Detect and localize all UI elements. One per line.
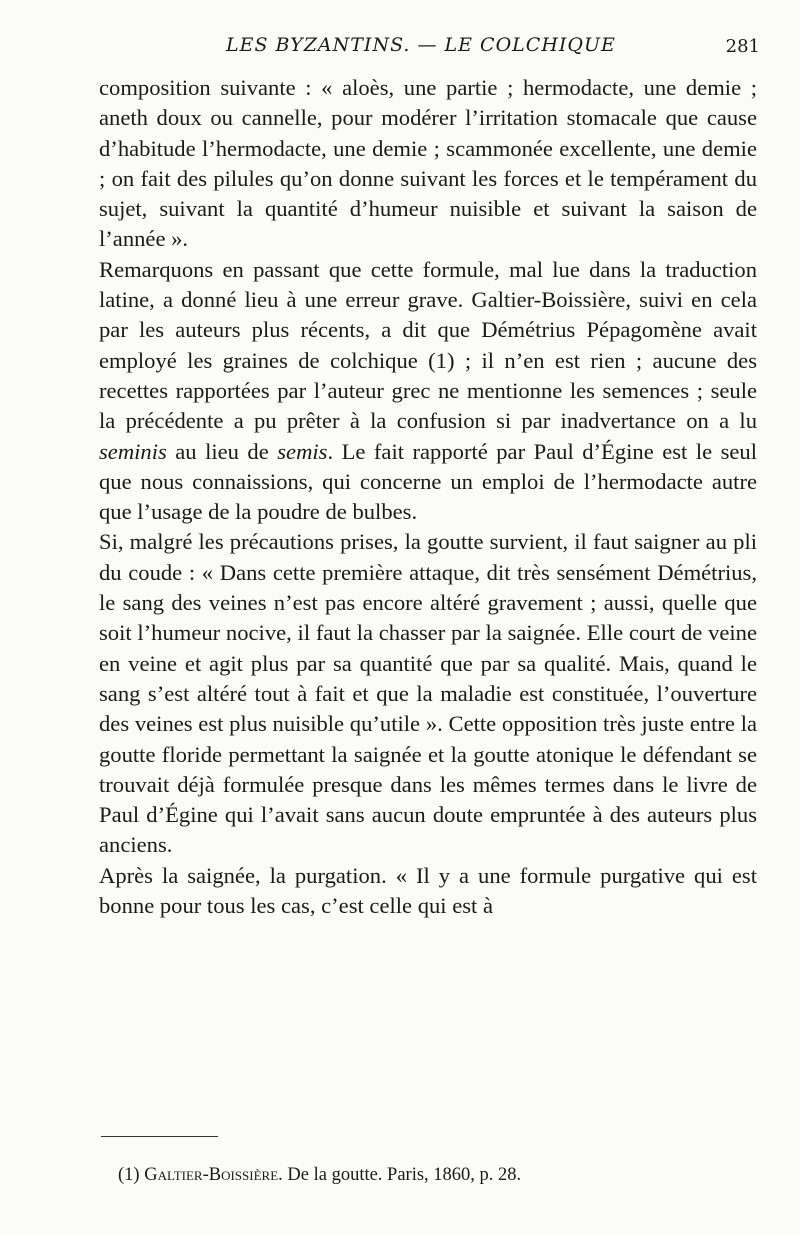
footnote-marker: (1) xyxy=(118,1165,140,1185)
page-body xyxy=(99,73,757,921)
footnote xyxy=(118,1165,521,1186)
paragraph-2-text-c: . Le fait rapporté par Paul d’Égine est le seul que nous connaissions, qui concerne un emploi de l’hermodacte autre que l’usage de la poudre de bulbes. xyxy=(99,438,758,525)
italic-seminis: seminis xyxy=(99,438,167,464)
footnote-author: Galtier-Boissière xyxy=(144,1165,279,1185)
paragraph-2-text-a: Remarquons en passant que cette formule, mal lue dans la traduction latine, a donné lieu à une erreur grave. Galtier-Boissière, suivi en cela par les auteurs plus récents, a dit que Démétrius Pépagomène avait employé les graines de colchique (1) ; il n’en est rien ; aucune des recettes rapportées par l’auteur grec ne mentionne les semences ; seule la précédente a pu prêter à la confusion si par inadvertance on a lu xyxy=(99,256,757,434)
paragraph-4: Après la saignée, la purgation. « Il y a une formule purgative qui est bonne pour tous les cas, c’est celle qui est à xyxy=(99,862,757,919)
paragraph-2 xyxy=(99,255,757,528)
paragraph-1: composition suivante : « aloès, une partie ; hermodacte, une demie ; aneth doux ou cannelle, pour modérer l’irritation stomacale que cause d’habitude l’hermodacte, une demie ; scammonée excellente, une demie ; on fait des pilules qu’on donne suivant les forces et le tempérament du sujet, suivant la quantité d’humeur nuisible et suivant la saison de l’année ». xyxy=(99,75,757,252)
footnote-separator xyxy=(101,1136,218,1137)
paragraph-3: Si, malgré les précautions prises, la goutte survient, il faut saigner au pli du coude : « Dans cette première attaque, dit très sensément Démétrius, le sang des veines n’est pas encore altéré gravement ; aussi, quelle que soit l’humeur nocive, il faut la chasser par la saignée. Elle court de veine en veine et agit plus par sa quantité que par sa qualité. Mais, quand le sang s’est altéré tout à fait et que la maladie est constituée, l’ouverture des veines est plus nuisible qu’utile ». Cette opposition très juste entre la goutte floride permettant la saignée et la goutte atonique le défendant se trouvait déjà formulée presque dans les mêmes termes dans le livre de Paul d’Égine qui l’avait sans aucun doute empruntée à des auteurs plus anciens. xyxy=(99,529,757,858)
italic-semis: semis xyxy=(277,438,328,464)
page-number: 281 xyxy=(725,36,760,57)
paragraph-2-text-b: au lieu de xyxy=(166,438,278,464)
footnote-text: . De la goutte. Paris, 1860, p. 28. xyxy=(278,1165,522,1185)
running-title: LES BYZANTINS. — LE COLCHIQUE xyxy=(226,34,616,56)
page-header xyxy=(100,34,760,58)
